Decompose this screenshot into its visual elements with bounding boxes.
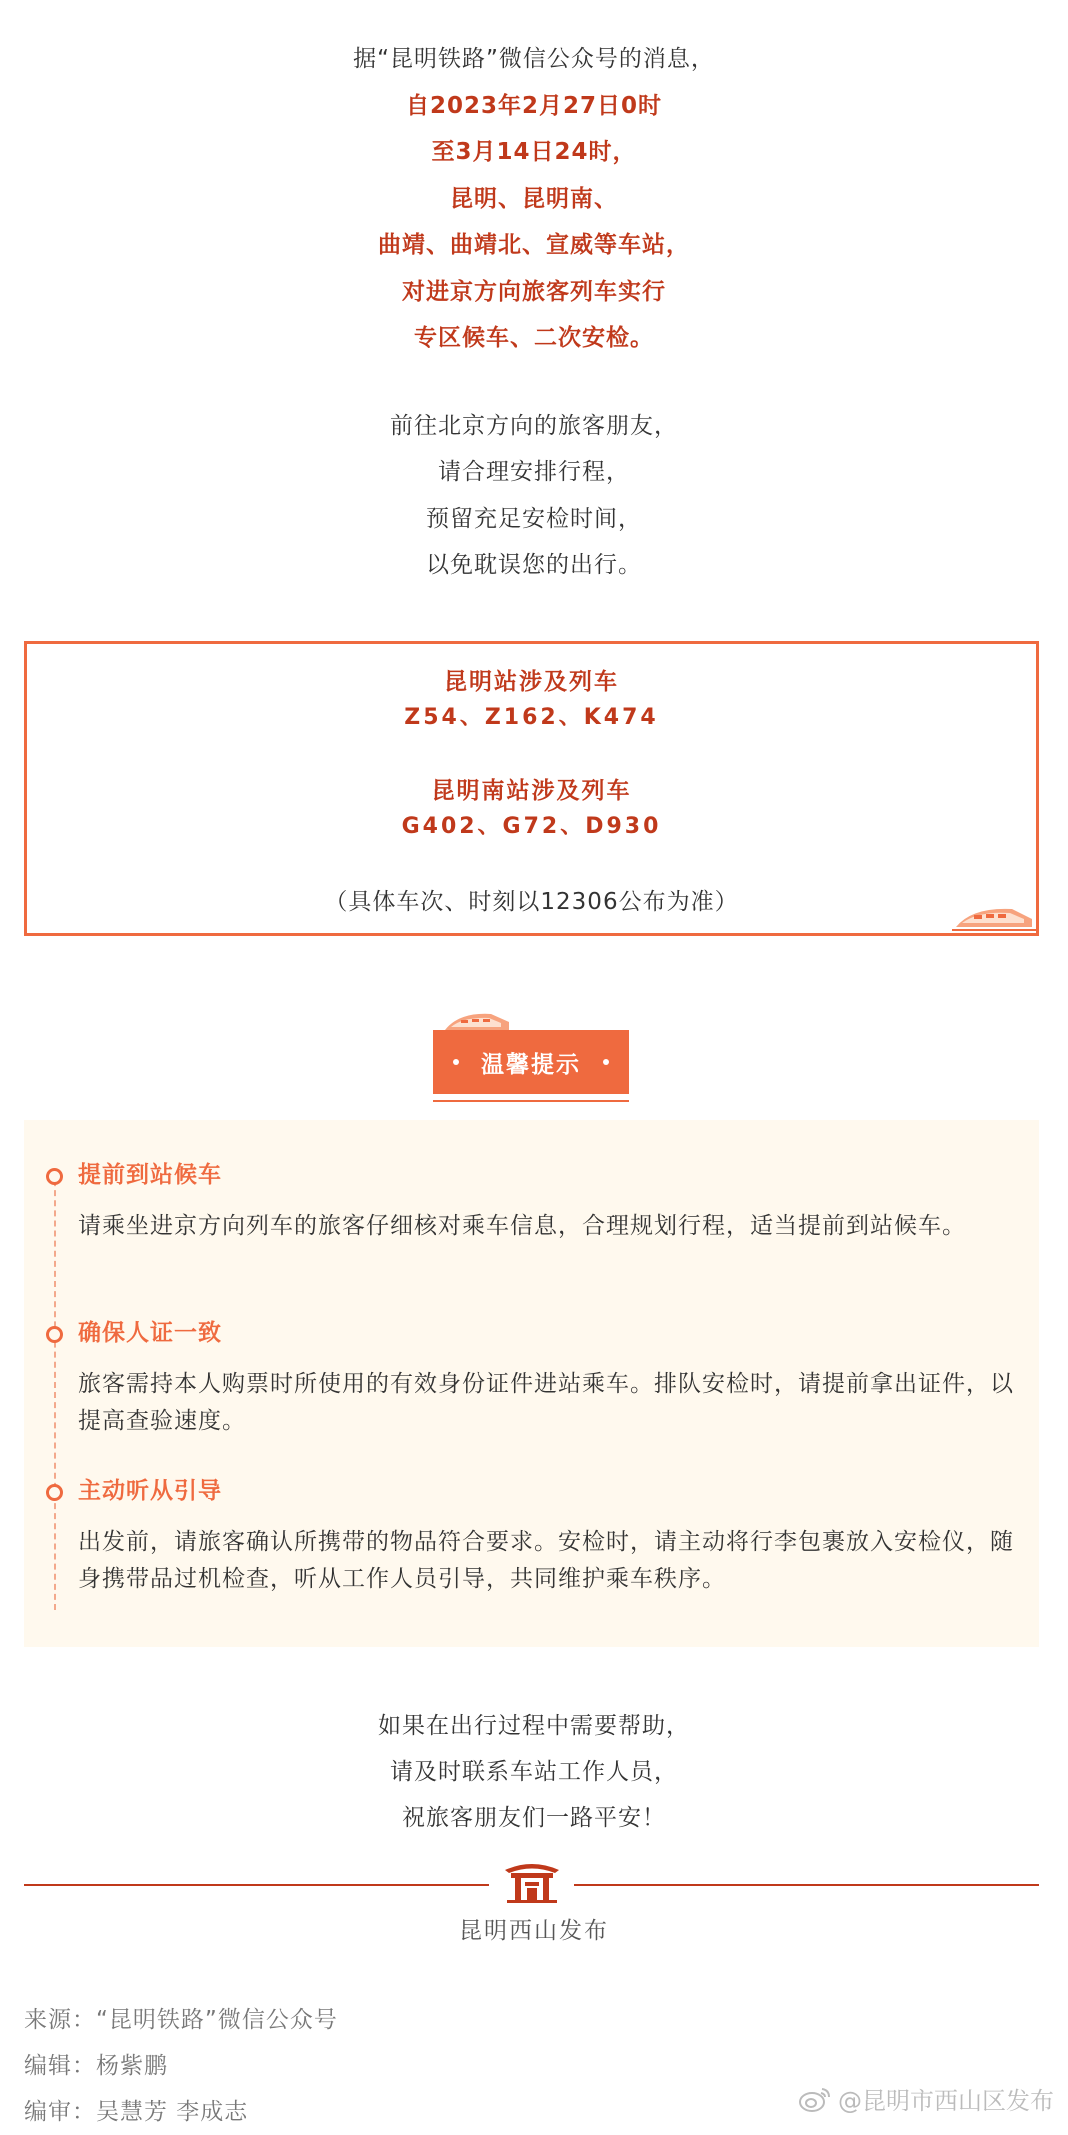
tip-body: 请乘坐进京方向列车的旅客仔细核对乘车信息，合理规划行程，适当提前到站候车。 [78,1213,966,1239]
divider-right [574,1884,1039,1886]
weibo-icon [798,2085,832,2113]
tip-body: 旅客需持本人购票时所使用的有效身份证件进站乘车。排队安检时，请提前拿出证件，以提高查验速度。 [78,1371,1014,1434]
intro-line: 曲靖、曲靖北、宣威等车站， [378,232,690,258]
schedule-note: （具体车次、时刻以12306公布为准） [324,889,739,915]
closing-line: 请及时联系车站工作人员， [390,1759,678,1785]
kunming-station-trains: Z54、Z162、K474 [404,705,659,730]
credit-reviewer: 编审：吴慧芳 李成志 [24,2099,249,2125]
timeline-line [54,1170,56,1610]
kunming-south-station-title: 昆明南站涉及列车 [431,778,632,804]
advice-line: 请合理安排行程， [438,459,630,485]
train-list-box [24,641,1039,936]
closing-message [0,1703,1068,1841]
advice-line: 预留充足安检时间， [426,505,642,532]
advice-line: 以免耽误您的出行。 [426,552,642,578]
tips-badge [433,1008,629,1104]
divider-left [24,1884,489,1886]
tip-title: 提前到站候车 [78,1162,222,1188]
closing-line: 祝旅客朋友们一路平安！ [402,1805,666,1831]
dot-icon [603,1059,609,1065]
badge-underline [433,1100,629,1102]
kunming-station-title: 昆明站涉及列车 [444,669,619,695]
ring-icon [46,1484,63,1501]
tip-title: 确保人证一致 [78,1320,222,1346]
gate-icon [503,1860,561,1904]
watermark [798,2081,1054,2116]
intro [0,36,1068,589]
kunming-south-station-trains: G402、G72、D930 [401,814,662,839]
intro-line: 自2023年2月27日0时 [405,92,663,119]
ring-icon [46,1326,63,1343]
intro-line: 至3月14日24时， [431,139,637,165]
dot-icon [453,1059,459,1065]
credits [24,1997,338,2135]
badge-text: 温馨提示 [481,1051,581,1078]
intro-line: 据“昆明铁路”微信公众号的消息， [353,46,715,72]
publisher-signature: 昆明西山发布 [459,1918,609,1944]
credit-source: 来源：“昆明铁路”微信公众号 [24,2007,338,2033]
ring-icon [46,1168,63,1185]
intro-line: 对进京方向旅客列车实行 [402,278,666,305]
intro-line: 昆明、昆明南、 [450,185,618,212]
train-icon [952,901,1036,933]
tips-badge-label [433,1030,629,1094]
tip-title: 主动听从引导 [78,1478,222,1504]
tips-panel [24,1120,1039,1647]
tip-body: 出发前，请旅客确认所携带的物品符合要求。安检时，请主动将行李包裹放入安检仪，随身携带品过机检查，听从工作人员引导，共同维护乘车秩序。 [78,1529,1014,1592]
intro-line: 专区候车、二次安检。 [414,325,654,351]
closing-line: 如果在出行过程中需要帮助， [378,1713,690,1739]
credit-editor: 编辑：杨紫鹏 [24,2053,168,2079]
watermark-text: @昆明市西山区发布 [838,2087,1054,2115]
advice-line: 前往北京方向的旅客朋友， [390,412,678,439]
